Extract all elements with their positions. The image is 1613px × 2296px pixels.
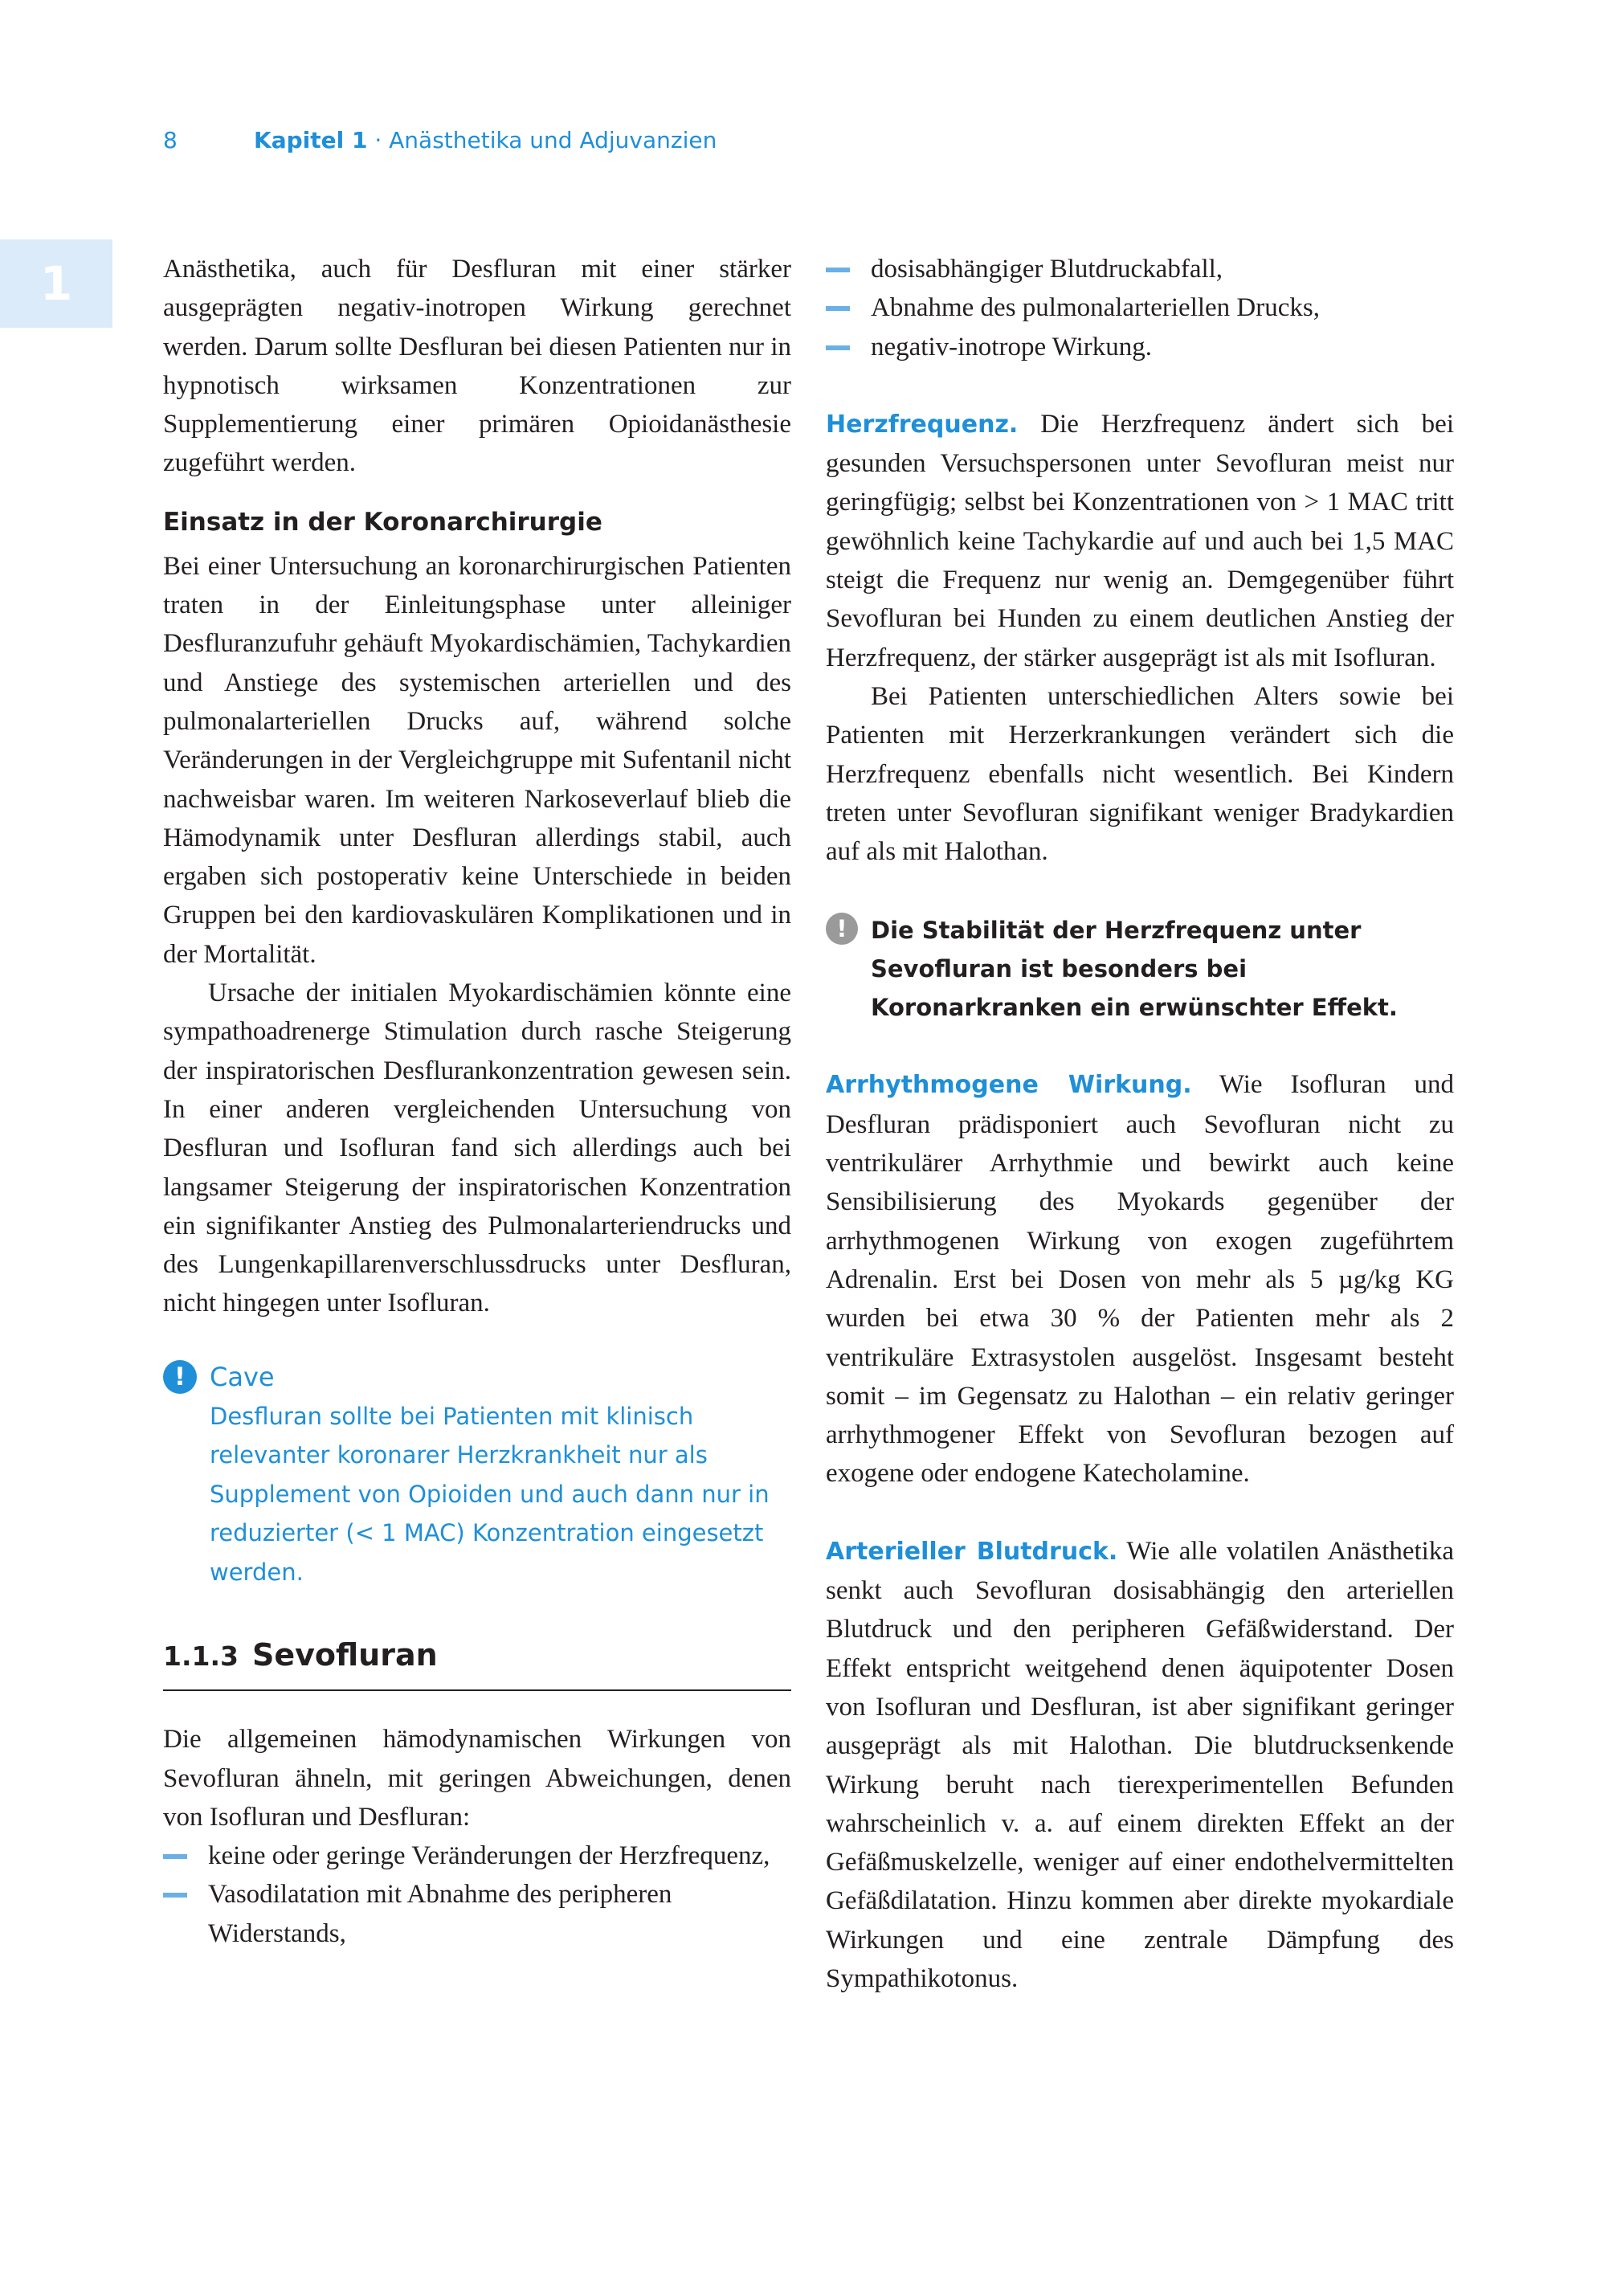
paragraph: Bei Patienten unterschiedlichen Alters sowie bei Patienten mit Herzerkrankungen verändert sich die Herzfrequenz ebenfalls nicht wesentlich. Bei Kindern treten unter Sevofluran signifikant weniger Bradykardien auf als mit Halothan.	[826, 681, 1454, 867]
dash-bullet-icon	[163, 1893, 187, 1898]
paragraph	[826, 405, 1454, 677]
paragraph: Anästhetika, auch für Desfluran mit einer stärker ausgeprägten negativ-inotropen Wirkung gerechnet werden. Darum sollte Desfluran bei diesen Patienten nur in hypnotisch wirksamen Konzentrationen zur Supplementierung einer primären Opioidanästhesie zugeführt werden.	[163, 255, 791, 478]
dash-bullet-icon	[826, 306, 850, 311]
left-column	[163, 250, 791, 1953]
right-column	[826, 250, 1454, 1998]
note-text: Die Stabilität der Herzfrequenz unter Sevofluran ist besonders bei Koronarkranken ein erwünschter Effekt.	[871, 917, 1398, 1022]
list-item-text: Vasodilatation mit Abnahme des peripheren Widerstands,	[208, 1880, 672, 1948]
paragraph-text: Die Herzfrequenz ändert sich bei gesunden Versuchspersonen unter Sevofluran meist nur geringfügig; selbst bei Konzentrationen von > 1 MAC tritt gewöhnlich keine Tachykardie auf und auch bei 1,5 MAC steigt die Frequenz nur wenig an. Demgegenüber führt Sevofluran bei Hunden zu einem deutlichen Anstieg der Herzfrequenz, der stärker ausgeprägt ist als mit Isofluran.	[826, 409, 1454, 672]
page-number: 8	[163, 127, 178, 153]
list-item-text: Abnahme des pulmonalarteriellen Drucks,	[871, 293, 1320, 323]
list-item-text: negativ-inotrope Wirkung.	[871, 332, 1152, 362]
list-item	[826, 250, 1454, 288]
dash-bullet-icon	[163, 1854, 187, 1859]
dash-list	[826, 250, 1454, 366]
inline-heading-herzfrequenz: Herzfrequenz.	[826, 410, 1019, 439]
exclamation-icon: !	[163, 1360, 197, 1394]
header-separator: ·	[367, 127, 390, 153]
list-item-text: keine oder geringe Veränderungen der Herzfrequenz,	[208, 1841, 770, 1871]
paragraph-text: Wie Isofluran und Desfluran prädisponiert auch Sevofluran nicht zu ventrikulärer Arrhythmie und bewirkt auch keine Sensibilisierung des Myokards gegenüber der arrhythmogenen Wirkung von exogen zugeführtem Adrenalin. Erst bei Dosen von mehr als 5 µg/kg KG wurden bei etwa 30 % der Patienten mehr als 2 ventrikuläre Extrasystolen ausgelöst. Insgesamt besteht somit – im Gegensatz zu Halothan – ein relativ geringer arrhythmogener Effekt von Sevofluran bezogen auf exogene oder endogene Katecholamine.	[826, 1070, 1455, 1489]
cave-title: Cave	[210, 1361, 275, 1392]
cave-text: Desfluran sollte bei Patienten mit klinisch relevanter koronarer Herzkrankheit nur als Supplement von Opioiden und auch dann nur in reduzierter (< 1 MAC) Konzentration eingesetzt werden.	[210, 1402, 770, 1586]
list-item-text: dosisabhängiger Blutdruckabfall,	[871, 255, 1223, 284]
dash-bullet-icon	[826, 345, 850, 350]
dash-bullet-icon	[826, 268, 850, 272]
dash-list	[163, 1836, 791, 1953]
chapter-reference	[254, 127, 717, 153]
subsection-heading: Einsatz in der Koronarchirurgie	[163, 507, 602, 537]
exclamation-icon: !	[826, 913, 858, 945]
list-item	[826, 328, 1454, 366]
list-item	[826, 288, 1454, 327]
section-heading	[163, 1635, 791, 1691]
paragraph	[826, 1532, 1454, 1999]
paragraph: Bei einer Untersuchung an koronarchirurgischen Patienten traten in der Einleitungsphase unter alleiniger Desfluranzufuhr gehäuft Myokardischämien, Tachykardien und Anstiege des systemischen arteriellen und des pulmonalarteriellen Drucks auf, während solche Veränderungen in der Vergleichgruppe mit Sufentanil nicht nachweisbar waren. Im weiteren Narkoseverlauf blieb die Hämodynamik unter Desfluran allerdings stabil, auch ergaben sich postoperativ keine Unterschiede in beiden Gruppen bei den kardiovaskulären Komplikationen und in der Mortalität.	[163, 551, 791, 969]
note-box	[826, 911, 1454, 1027]
chapter-label: Kapitel 1	[254, 127, 368, 153]
paragraph: Die allgemeinen hämodynamischen Wirkungen von Sevofluran ähneln, mit geringen Abweichungen, denen von Isofluran und Desfluran:	[163, 1725, 791, 1832]
paragraph	[826, 1065, 1454, 1493]
section-number: 1.1.3	[163, 1640, 239, 1673]
inline-heading-arterieller-blutdruck: Arterieller Blutdruck.	[826, 1537, 1118, 1566]
paragraph-text: Wie alle volatilen Anästhetika senkt auch Sevofluran dosisabhängig den arteriellen Blutdruck und den peripheren Gefäßwiderstand. Der Effekt entspricht weitgehend denen äquipotenter Dosen von Isofluran und Desfluran, ist aber signifikant geringer ausgeprägt als mit Halothan. Die blutdrucksenkende Wirkung beruht nach tierexperimentellen Befunden wahrscheinlich v. a. auf einem direkten Effekt an der Gefäßmuskelzelle, weniger auf einer endothelvermittelten Gefäßdilatation. Hinzu kommen aber direkte myokardiale Wirkungen und eine zentrale Dämpfung des Sympathikotonus.	[826, 1536, 1454, 1993]
list-item	[163, 1875, 791, 1953]
list-item	[163, 1836, 791, 1875]
cave-box	[163, 1357, 791, 1592]
inline-heading-arrhythmogene-wirkung: Arrhythmogene Wirkung.	[826, 1071, 1192, 1100]
paragraph: Ursache der initialen Myokardischämien könnte eine sympathoadrenerge Stimulation durch rasche Steigerung der inspiratorischen Desflurankonzentration gewesen sein. In einer anderen vergleichenden Untersuchung von Desfluran und Isofluran fand sich allerdings auch bei langsamer Steigerung der inspiratorischen Konzentration ein signifikanter Anstieg des Pulmonalarteriendrucks und des Lungenkapillarenverschlussdrucks unter Desfluran, nicht hingegen unter Isofluran.	[163, 978, 791, 1318]
chapter-thumb-tab: 1	[0, 239, 112, 328]
section-title: Sevofluran	[252, 1637, 438, 1673]
chapter-title: Anästhetika und Adjuvanzien	[389, 127, 717, 153]
